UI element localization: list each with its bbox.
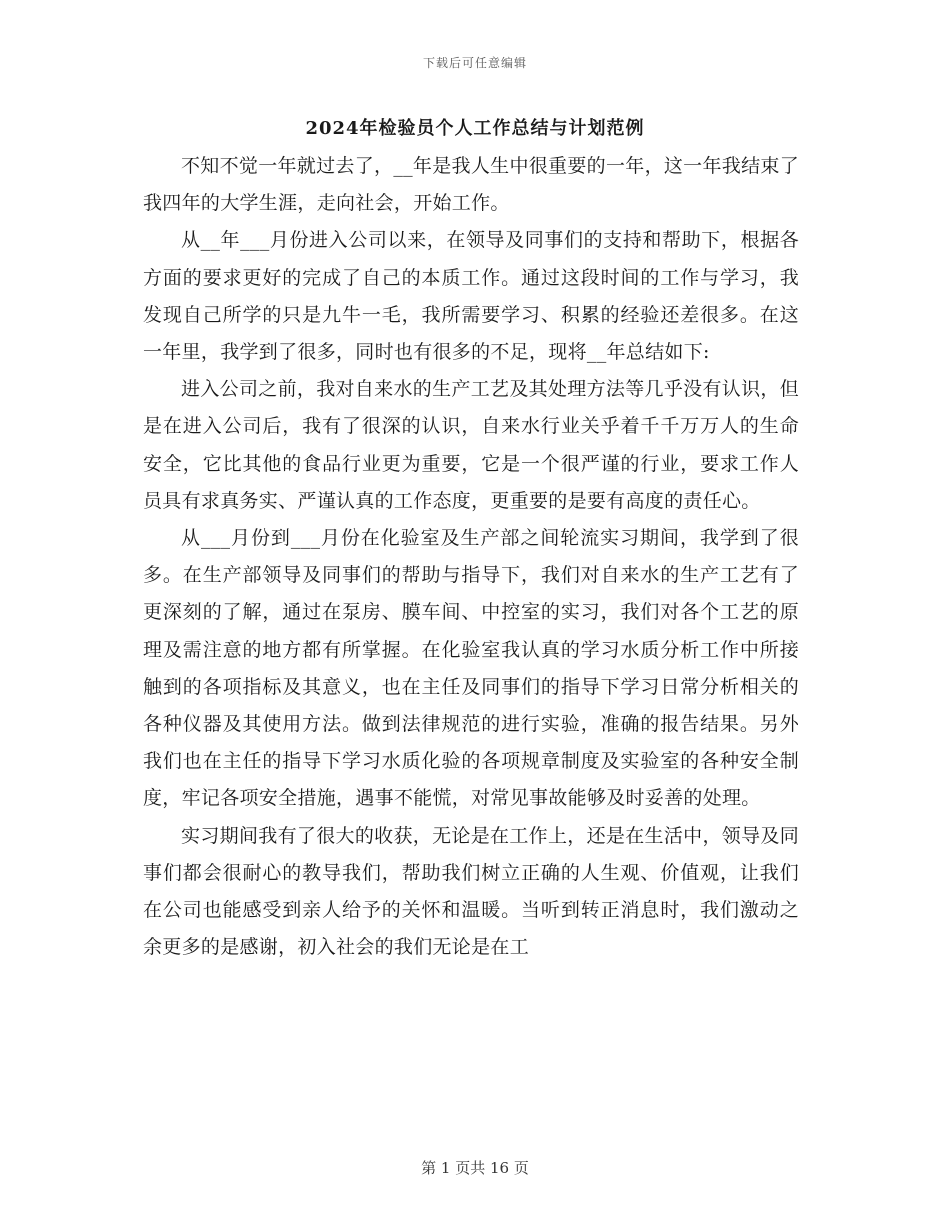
paragraph: 实习期间我有了很大的收获，无论是在工作上，还是在生活中，领导及同事们都会很耐心的教导我们，帮助我们树立正确的人生观、价值观，让我们在公司也能感受到亲人给予的关怀和温暖。当听到转正消息时，我们激动之余更多的是感谢，初入社会的我们无论是在工 (143, 824, 799, 959)
paragraph: 从___月份到___月份在化验室及生产部之间轮流实习期间，我学到了很多。在生产部领导及同事们的帮助与指导下，我们对自来水的生产工艺有了更深刻的了解，通过在泵房、膜车间、中控室的实习，我们对各个工艺的原理及需注意的地方都有所掌握。在化验室我认真的学习水质分析工作中所接触到的各项指标及其意义，也在主任及同事们的指导下学习日常分析相关的各种仪器及其使用方法。做到法律规范的进行实验，准确的报告结果。另外我们也在主任的指导下学习水质化验的各项规章制度及实验室的各种安全制度，牢记各项安全措施，遇事不能慌，对常见事故能够及时妥善的处理。 (143, 527, 799, 810)
document-body (143, 148, 799, 966)
paragraph: 从__年___月份进入公司以来，在领导及同事们的支持和帮助下，根据各方面的要求更好的完成了自己的本质工作。通过这段时间的工作与学习，我发现自己所学的只是九牛一毛，我所需要学习、积累的经验还差很多。在这一年里，我学到了很多，同时也有很多的不足，现将__年总结如下: (143, 229, 799, 364)
page-number: 第 1 页共 16 页 (421, 1159, 529, 1177)
paragraph: 进入公司之前，我对自来水的生产工艺及其处理方法等几乎没有认识，但是在进入公司后，我有了很深的认识，自来水行业关乎着千千万万人的生命安全，它比其他的食品行业更为重要，它是一个很严谨的行业，要求工作人员具有求真务实、严谨认真的工作态度，更重要的是要有高度的责任心。 (143, 378, 799, 512)
document-title: 2024年检验员个人工作总结与计划范例 (305, 118, 645, 139)
paragraph: 不知不觉一年就过去了，__年是我人生中很重要的一年，这一年我结束了我四年的大学生涯，走向社会，开始工作。 (143, 155, 799, 215)
page-header-note: 下载后可任意编辑 (422, 56, 527, 70)
